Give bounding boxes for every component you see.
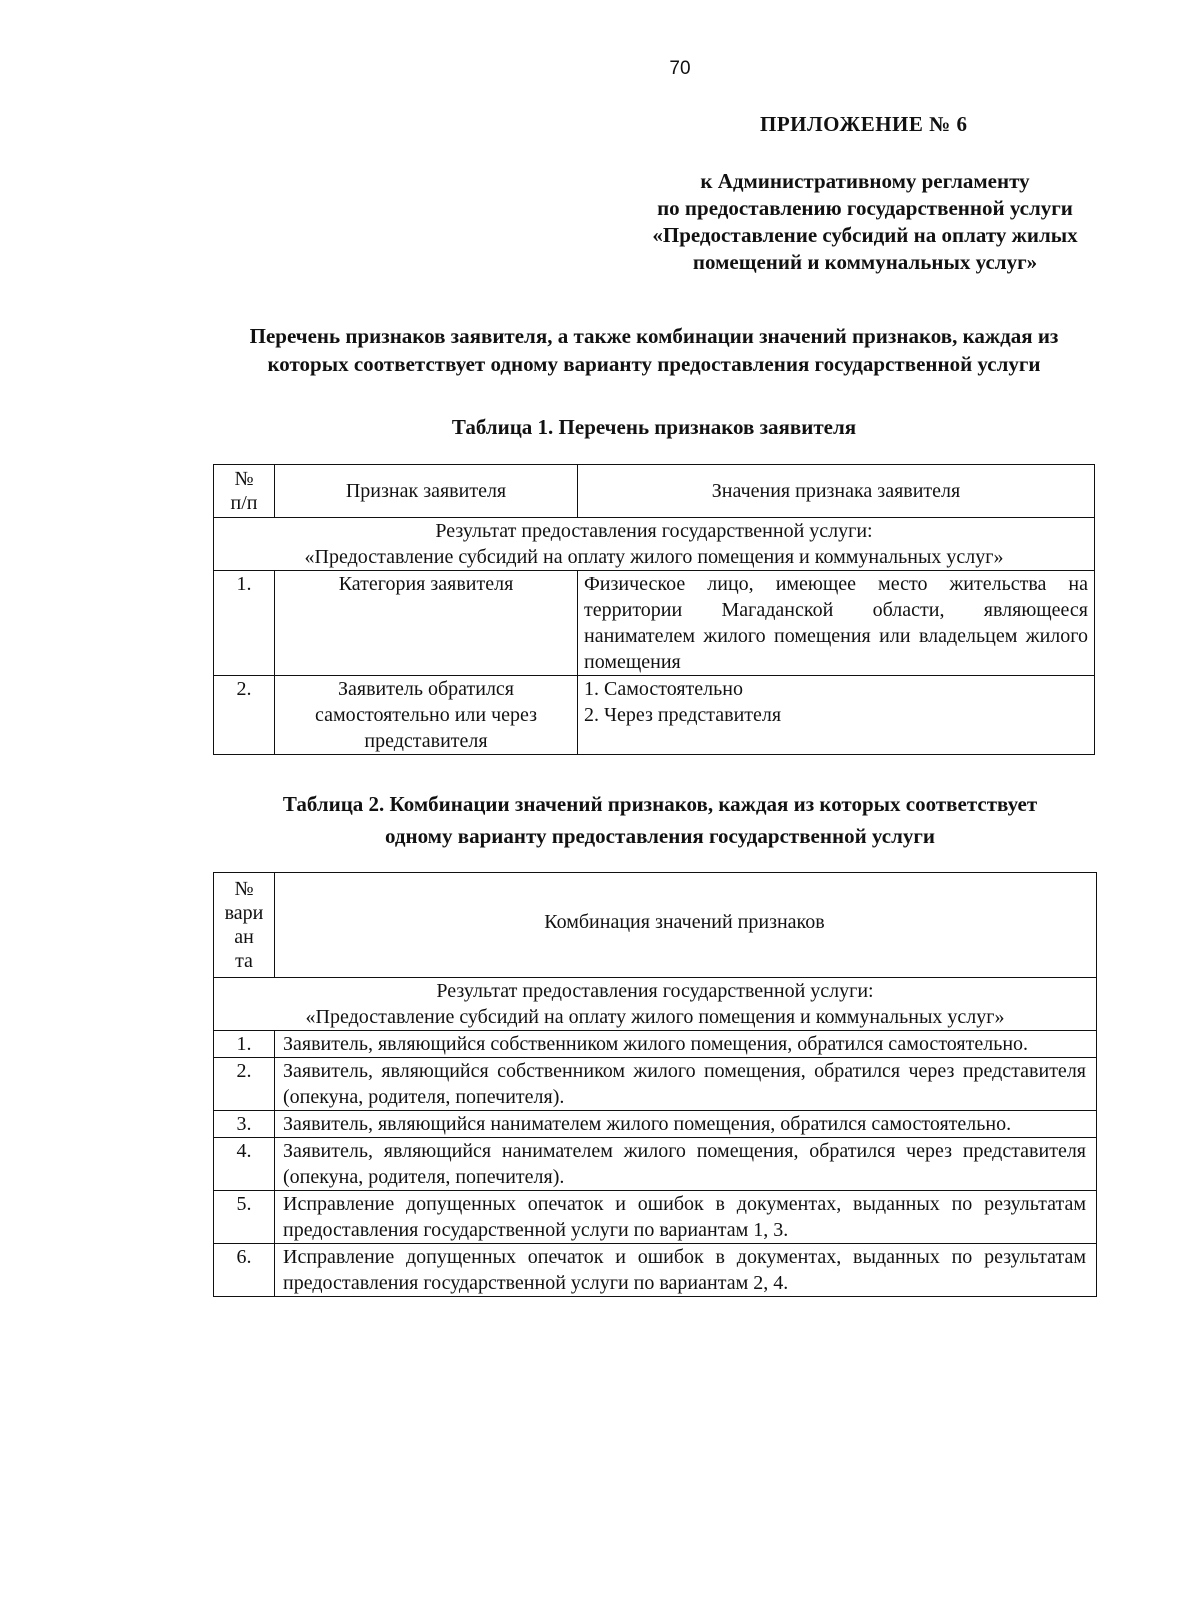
- table1-title: Таблица 1. Перечень признаков заявителя: [451, 415, 857, 439]
- result-cell: [214, 518, 1095, 571]
- result-line: «Предоставление субсидий на оплату жилого помещения и коммунальных услуг»: [305, 1006, 1005, 1028]
- table-header-row: [214, 873, 1097, 978]
- header-combination-cell: Комбинация значений признаков: [275, 873, 1097, 978]
- row-values-cell: Физическое лицо, имеющее место жительства на территории Магаданской области, являющееся нанимателем жилого помещения или владельцем жилого помещения: [578, 571, 1095, 676]
- table-row: [214, 571, 1095, 676]
- row-number-cell: 5.: [214, 1191, 275, 1244]
- row-attribute-cell: Заявитель обратился самостоятельно или через представителя: [275, 676, 578, 755]
- header-number-cell: [214, 873, 275, 978]
- row-combination-cell: Исправление допущенных опечаток и ошибок в документах, выданных по результатам предоставления государственной услуги по вариантам 1, 3.: [275, 1191, 1097, 1244]
- row-number-cell: 1.: [214, 571, 275, 676]
- table-row: [214, 676, 1095, 755]
- row-combination-cell: Заявитель, являющийся нанимателем жилого помещения, обратился через представителя (опекуна, родителя, попечителя).: [275, 1138, 1097, 1191]
- attribute-combinations-table: [213, 872, 1097, 1297]
- main-heading-line: Перечень признаков заявителя, а также комбинации значений признаков, каждая из: [249, 324, 1059, 348]
- header-number-line: вари: [224, 902, 264, 924]
- row-number-cell: 4.: [214, 1138, 275, 1191]
- row-value-line: 2. Через представителя: [584, 704, 782, 726]
- row-combination-cell: Заявитель, являющийся собственником жилого помещения, обратился через представителя (опекуна, родителя, попечителя).: [275, 1058, 1097, 1111]
- main-heading-line: которых соответствует одному варианту предоставления государственной услуги: [267, 352, 1041, 376]
- header-number-line: №: [234, 878, 254, 900]
- result-line: Результат предоставления государственной услуги:: [436, 980, 874, 1002]
- main-heading: [200, 322, 1108, 378]
- table-row: [214, 1111, 1097, 1138]
- page-number: 70: [669, 58, 691, 79]
- table-row: [214, 1244, 1097, 1297]
- table-row: [214, 1031, 1097, 1058]
- table-row: [214, 1191, 1097, 1244]
- header-number-line: та: [235, 950, 253, 972]
- row-number-cell: 2.: [214, 1058, 275, 1111]
- row-number-cell: 3.: [214, 1111, 275, 1138]
- row-number-cell: 2.: [214, 676, 275, 755]
- row-attribute-cell: Категория заявителя: [275, 571, 578, 676]
- appendix-subtitle-line: «Предоставление субсидий на оплату жилых: [652, 223, 1078, 247]
- table-row: [214, 1138, 1097, 1191]
- header-attribute-cell: Признак заявителя: [275, 465, 578, 518]
- row-combination-cell: Исправление допущенных опечаток и ошибок в документах, выданных по результатам предоставления государственной услуги по вариантам 2, 4.: [275, 1244, 1097, 1297]
- appendix-subtitle-line: помещений и коммунальных услуг»: [692, 250, 1038, 274]
- table-row: [214, 1058, 1097, 1111]
- table2-title: [210, 788, 1110, 852]
- header-number-line: ан: [234, 926, 254, 948]
- appendix-subtitle-line: к Административному регламенту: [700, 169, 1030, 193]
- appendix-subtitle: [620, 168, 1110, 276]
- row-values-cell: [578, 676, 1095, 755]
- result-line: Результат предоставления государственной услуги:: [435, 520, 873, 542]
- header-number-cell: [214, 465, 275, 518]
- result-line: «Предоставление субсидий на оплату жилого помещения и коммунальных услуг»: [304, 546, 1004, 568]
- applicant-attributes-table: [213, 464, 1095, 755]
- result-row: [214, 518, 1095, 571]
- table2-title-line: одному варианту предоставления государственной услуги: [384, 824, 936, 848]
- row-combination-cell: Заявитель, являющийся собственником жилого помещения, обратился самостоятельно.: [275, 1031, 1097, 1058]
- row-combination-cell: Заявитель, являющийся нанимателем жилого помещения, обратился самостоятельно.: [275, 1111, 1097, 1138]
- result-cell: [214, 978, 1097, 1031]
- row-value-line: 1. Самостоятельно: [584, 678, 743, 700]
- appendix-subtitle-line: по предоставлению государственной услуги: [657, 196, 1073, 220]
- table-header-row: [214, 465, 1095, 518]
- row-number-cell: 6.: [214, 1244, 275, 1297]
- result-row: [214, 978, 1097, 1031]
- header-number-line: п/п: [230, 492, 258, 514]
- row-number-cell: 1.: [214, 1031, 275, 1058]
- header-values-cell: Значения признака заявителя: [578, 465, 1095, 518]
- header-number-line: №: [234, 468, 254, 490]
- table2-title-line: Таблица 2. Комбинации значений признаков, каждая из которых соответствует: [282, 792, 1038, 816]
- appendix-title: ПРИЛОЖЕНИЕ № 6: [760, 112, 968, 136]
